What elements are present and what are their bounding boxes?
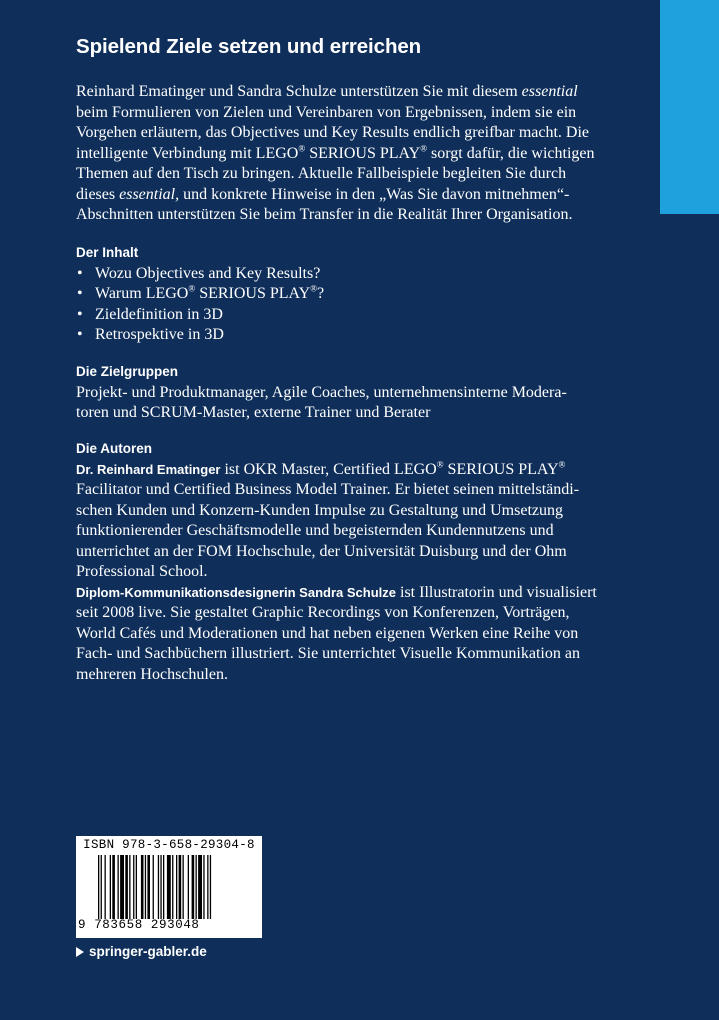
accent-bar <box>660 0 719 214</box>
publisher-link[interactable]: springer-gabler.de <box>76 944 207 959</box>
author-name: Diplom-Kommunikationsdesignerin Sandra Schulze <box>76 584 396 600</box>
page-title: Spielend Ziele setzen und erreichen <box>76 35 422 58</box>
inhalt-list <box>76 264 610 346</box>
list-item: • Wozu Objectives and Key Results? <box>77 264 321 282</box>
autoren-text: Dr. Reinhard Ematinger ist OKR Master, Certified LEGO® SERIOUS PLAY® Facilitator und Certified Business Model Trainer. Er bietet seinen mittelständi- schen Kunden und Konzern-Kunden Impulse zu Gestaltung und Umsetzung funktionierender Geschäftsmodelle und begeisternden Kundennutzens und unterrichtet an der FOM Hochschule, der Universität Duisburg und der Ohm Professional School. Diplom-Kommunikationsdesignerin Sandra Schulze ist Illustratorin und visualisiert seit 2008 live. Sie gestaltet Graphic Recordings von Konferenzen, Vorträgen, World Cafés und Moderationen und hat neben eigenen Werken eine Reihe von Fach- und Sachbüchern illustriert. Sie unterrichtet Visuelle Kommunikation an mehreren Hochschulen. <box>76 459 597 683</box>
zielgruppen-text: Projekt- und Produktmanager, Agile Coaches, unternehmensinterne Modera- toren und SCRUM-Master, externe Trainer und Berater <box>76 383 567 421</box>
arrow-right-icon <box>76 947 84 957</box>
barcode-digits: 9 783658 293048 <box>78 918 200 932</box>
zielgruppen-heading: Die Zielgruppen <box>76 363 179 379</box>
list-item: • Warum LEGO® SERIOUS PLAY®? <box>77 283 325 302</box>
autoren-heading: Die Autoren <box>76 440 153 456</box>
isbn-label: ISBN 978-3-658-29304-8 <box>83 838 255 852</box>
list-item: • Zieldefinition in 3D <box>77 305 223 323</box>
author-name: Dr. Reinhard Ematinger <box>76 461 221 477</box>
intro-paragraph: Reinhard Ematinger und Sandra Schulze unterstützen Sie mit diesem essential beim Formulieren von Zielen und Vereinbaren von Ergebnissen, indem sie ein Vorgehen erläutern, das Objectives und Key Results endlich greifbar macht. Die intelligente Verbindung mit LEGO® SERIOUS PLAY® sorgt dafür, die wichtigen Themen auf den Tisch zu bringen. Aktuelle Fallbeispiele begleiten Sie durch dieses essential, und konkrete Hinweise in den „Was Sie davon mitnehmen“- Abschnitten unterstützen Sie beim Transfer in die Realität Ihrer Organisation. <box>76 83 595 223</box>
back-cover-content <box>76 34 610 685</box>
isbn-barcode-box <box>76 836 262 938</box>
inhalt-heading: Der Inhalt <box>76 244 139 260</box>
list-item: • Retrospektive in 3D <box>77 326 224 343</box>
barcode-icon <box>98 855 256 919</box>
